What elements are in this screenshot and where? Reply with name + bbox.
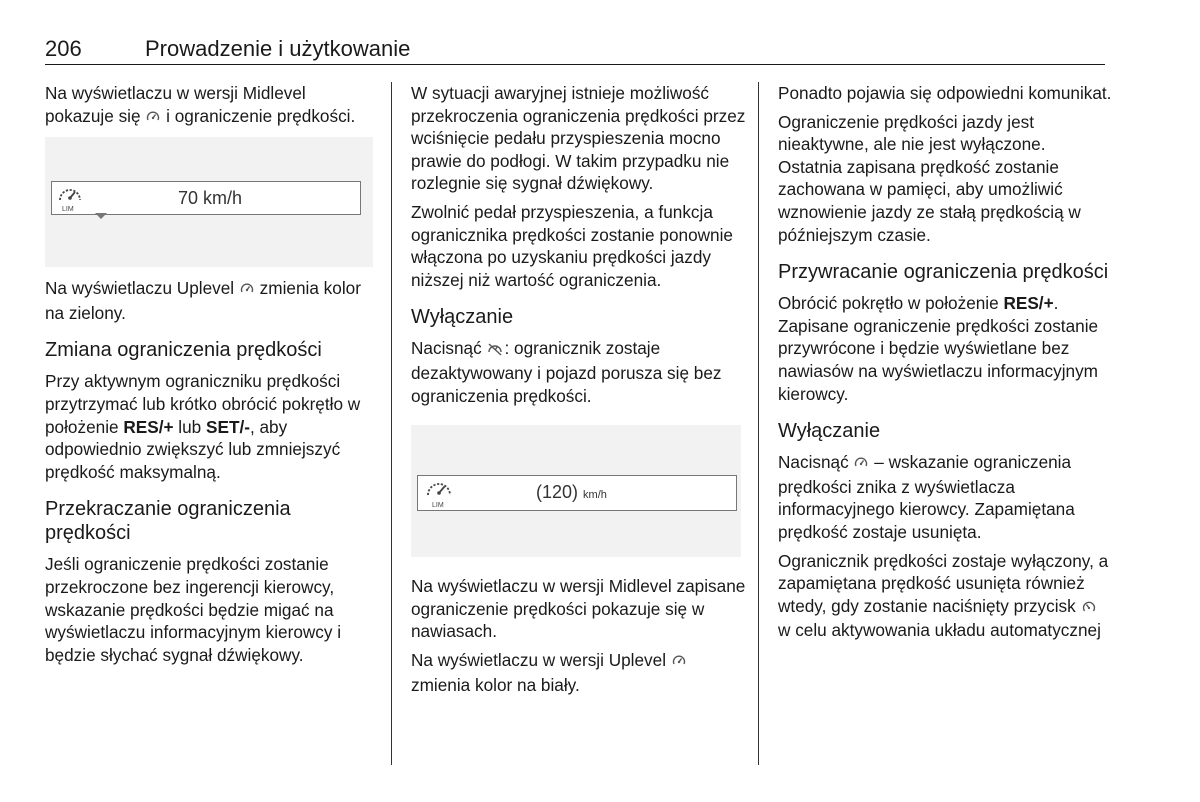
svg-text:LIM: LIM <box>62 206 74 213</box>
speed-limiter-icon <box>672 651 686 674</box>
cruise-control-icon <box>1082 597 1096 620</box>
paragraph: Ogranicznik prędkości zostaje wyłączony, a zapamiętana prędkość usunięta również wtedy, gdy zostanie naciśnięty przycisk w celu aktywowania układu automatycznej <box>778 550 1109 641</box>
display-panel <box>51 181 361 215</box>
section-heading: Przywracanie ograniczenia prędkości <box>778 261 1109 284</box>
speed-limiter-icon <box>240 279 254 302</box>
paragraph: Na wyświetlaczu w wersji Midlevel zapisane ograniczenie prędkości pokazuje się w nawiasach. <box>411 576 746 642</box>
page-number: 206 <box>45 36 82 61</box>
column-1 <box>45 82 375 672</box>
section-heading: Wyłączanie <box>778 420 881 443</box>
column-divider <box>391 82 392 765</box>
pointer-notch <box>95 213 107 219</box>
section-heading: Zmiana ograniczenia prędkości <box>45 339 322 362</box>
svg-text:LIM: LIM <box>432 502 444 509</box>
display-panel <box>417 475 737 511</box>
speed-value: (120) km/h <box>536 482 607 503</box>
column-divider <box>758 82 759 765</box>
paragraph: Na wyświetlaczu w wersji Midlevel pokazuje się i ograniczenie prędkości. <box>45 82 375 129</box>
page-header <box>45 36 1105 66</box>
paragraph: Przy aktywnym ograniczniku prędkości przytrzymać lub krótko obrócić pokrętło w położenie RES/+ lub SET/-, aby odpowiednio zwiększyć lub zmniejszyć prędkość maksymalną. <box>45 371 361 482</box>
speed-value: 70 km/h <box>178 188 243 209</box>
speed-limiter-off-icon <box>487 339 503 362</box>
speed-limiter-icon <box>424 478 456 514</box>
paragraph: Na wyświetlaczu Uplevel zmienia kolor na zielony. <box>45 278 361 323</box>
paragraph: Ponadto pojawia się odpowiedni komunikat. <box>778 83 1112 103</box>
speed-unit: km/h <box>583 489 607 502</box>
header-rule <box>45 64 1105 65</box>
paragraph: Ograniczenie prędkości jazdy jest nieaktywne, ale nie jest wyłączone. Ostatnia zapisana prędkość zostanie zachowana w pamięci, aby umożliwić wznowienie jazdy ze stałą prędkością w późniejszym czasie. <box>778 111 1081 245</box>
paragraph: Obrócić pokrętło w położenie RES/+. Zapisane ograniczenie prędkości zostanie przywrócone i będzie wyświetlane bez nawiasów na wyświetlaczu informacyjnym kierowcy. <box>778 293 1099 404</box>
paragraph: W sytuacji awaryjnej istnieje możliwość przekroczenia ograniczenia prędkości przez wciśnięcie pedału przyspieszenia mocno prawie do podłogi. W takim przypadku nie rozlegnie się sygnał dźwiękowy. <box>411 83 746 194</box>
paragraph: Na wyświetlaczu w wersji Uplevel zmienia kolor na biały. <box>411 649 746 696</box>
display-illustration-midlevel-saved <box>411 425 741 557</box>
column-2 <box>411 82 746 702</box>
column-3 <box>778 82 1113 648</box>
speed-limiter-icon <box>146 107 160 130</box>
paragraph: Nacisnąć – wskazanie ograniczenia prędkości znika z wyświetlacza informacyjnego kierowcy. Zapamiętana prędkość zostaje usunięta. <box>778 452 1075 542</box>
speed-limiter-icon <box>854 453 868 476</box>
paragraph: Nacisnąć : ogranicznik zostaje dezaktywowany i pojazd porusza się bez ograniczenia prędkości. <box>411 338 722 406</box>
chapter-title: Prowadzenie i użytkowanie <box>145 36 411 61</box>
speed-limiter-icon <box>56 184 86 218</box>
section-heading: Przekraczanie ograniczenia prędkości <box>45 498 291 545</box>
paragraph: Jeśli ograniczenie prędkości zostanie przekroczone bez ingerencji kierowcy, wskazanie prędkości będzie migać na wyświetlaczu informacyjnym kierowcy i będzie słychać sygnał dźwiękowy. <box>45 554 342 665</box>
display-illustration-midlevel <box>45 137 373 267</box>
section-heading: Wyłączanie <box>411 306 514 329</box>
paragraph: Zwolnić pedał przyspieszenia, a funkcja ogranicznika prędkości zostanie ponownie włączona po uzyskaniu prędkości jazdy niższej niż wartość ograniczenia. <box>411 201 733 290</box>
